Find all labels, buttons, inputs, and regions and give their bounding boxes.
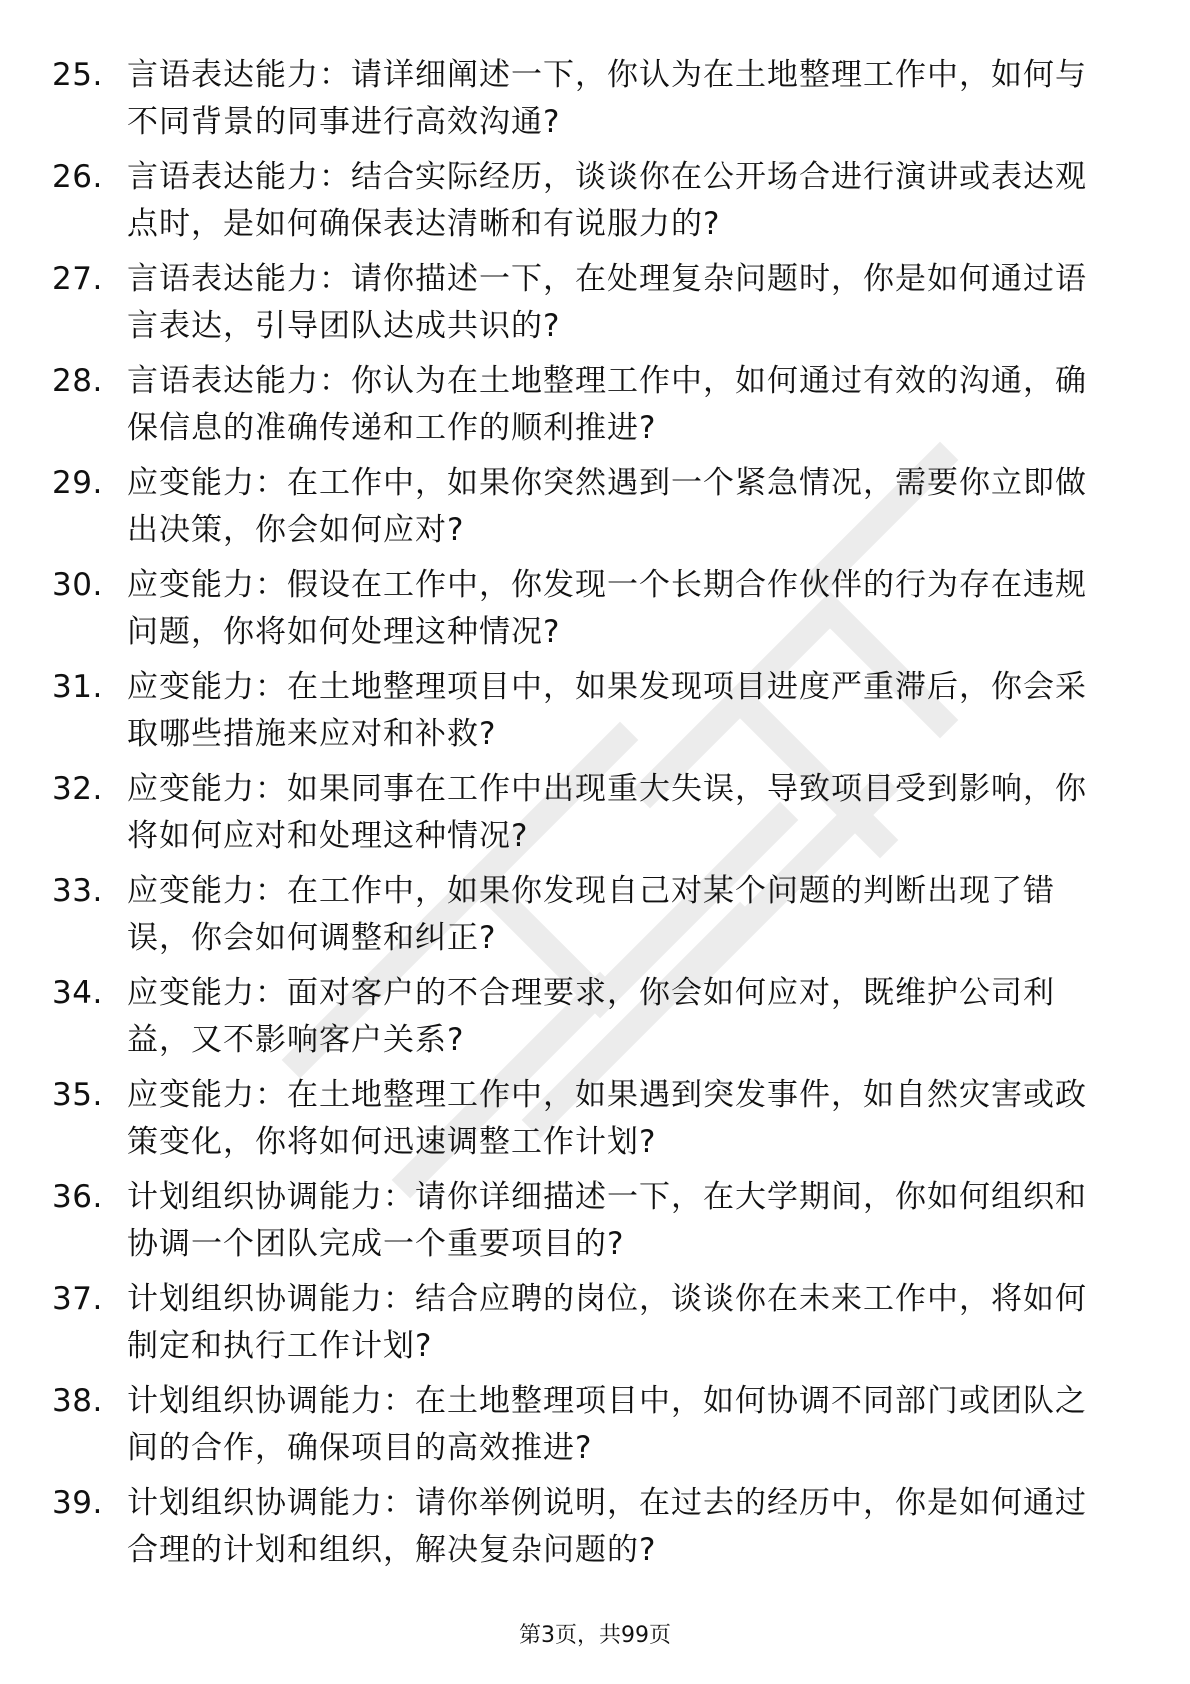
question-text: 应变能力：如果同事在工作中出现重大失误，导致项目受到影响，你将如何应对和处理这种情况? [127, 771, 1087, 854]
question-text: 应变能力：在土地整理工作中，如果遇到突发事件，如自然灾害或政策变化，你将如何迅速调整工作计划? [127, 1077, 1087, 1160]
question-text: 计划组织协调能力：请你举例说明，在过去的经历中，你是如何通过合理的计划和组织，解决复杂问题的? [127, 1485, 1087, 1568]
question-list [52, 52, 1112, 1582]
question-number: 26. [52, 159, 103, 195]
question-text: 言语表达能力：请详细阐述一下，你认为在土地整理工作中，如何与不同背景的同事进行高效沟通? [127, 57, 1087, 140]
page-number-label: 第3页，共99页 [519, 1623, 671, 1648]
question-text: 应变能力：面对客户的不合理要求，你会如何应对，既维护公司利益，又不影响客户关系? [127, 975, 1055, 1058]
question-item [52, 1378, 1112, 1480]
question-text: 计划组织协调能力：结合应聘的岗位，谈谈你在未来工作中，将如何制定和执行工作计划? [127, 1281, 1087, 1364]
question-item [52, 154, 1112, 256]
question-text: 应变能力：假设在工作中，你发现一个长期合作伙伴的行为存在违规问题，你将如何处理这种情况? [127, 567, 1087, 650]
question-number: 34. [52, 975, 103, 1011]
question-item [52, 358, 1112, 460]
question-number: 29. [52, 465, 103, 501]
question-number: 25. [52, 57, 103, 93]
question-number: 37. [52, 1281, 103, 1317]
question-number: 33. [52, 873, 103, 909]
question-text: 计划组织协调能力：在土地整理项目中，如何协调不同部门或团队之间的合作，确保项目的高效推进? [127, 1383, 1087, 1466]
question-item [52, 1276, 1112, 1378]
question-text: 应变能力：在土地整理项目中，如果发现项目进度严重滞后，你会采取哪些措施来应对和补救? [127, 669, 1087, 752]
question-item [52, 52, 1112, 154]
question-item [52, 868, 1112, 970]
question-text: 应变能力：在工作中，如果你发现自己对某个问题的判断出现了错误，你会如何调整和纠正? [127, 873, 1055, 956]
question-number: 35. [52, 1077, 103, 1113]
question-number: 39. [52, 1485, 103, 1521]
question-item [52, 664, 1112, 766]
question-text: 言语表达能力：请你描述一下，在处理复杂问题时，你是如何通过语言表达，引导团队达成共识的? [127, 261, 1087, 344]
question-item [52, 766, 1112, 868]
question-item [52, 1072, 1112, 1174]
question-item [52, 562, 1112, 664]
question-number: 27. [52, 261, 103, 297]
question-item [52, 460, 1112, 562]
question-item [52, 970, 1112, 1072]
question-text: 言语表达能力：结合实际经历，谈谈你在公开场合进行演讲或表达观点时，是如何确保表达清晰和有说服力的? [127, 159, 1087, 242]
question-item [52, 256, 1112, 358]
question-text: 应变能力：在工作中，如果你突然遇到一个紧急情况，需要你立即做出决策，你会如何应对? [127, 465, 1087, 548]
question-number: 31. [52, 669, 103, 705]
question-number: 32. [52, 771, 103, 807]
question-number: 38. [52, 1383, 103, 1419]
question-text: 言语表达能力：你认为在土地整理工作中，如何通过有效的沟通，确保信息的准确传递和工作的顺利推进? [127, 363, 1087, 446]
question-item [52, 1480, 1112, 1582]
page-footer [0, 1618, 1190, 1649]
question-item [52, 1174, 1112, 1276]
question-number: 30. [52, 567, 103, 603]
question-text: 计划组织协调能力：请你详细描述一下，在大学期间，你如何组织和协调一个团队完成一个重要项目的? [127, 1179, 1087, 1262]
question-number: 36. [52, 1179, 103, 1215]
question-number: 28. [52, 363, 103, 399]
